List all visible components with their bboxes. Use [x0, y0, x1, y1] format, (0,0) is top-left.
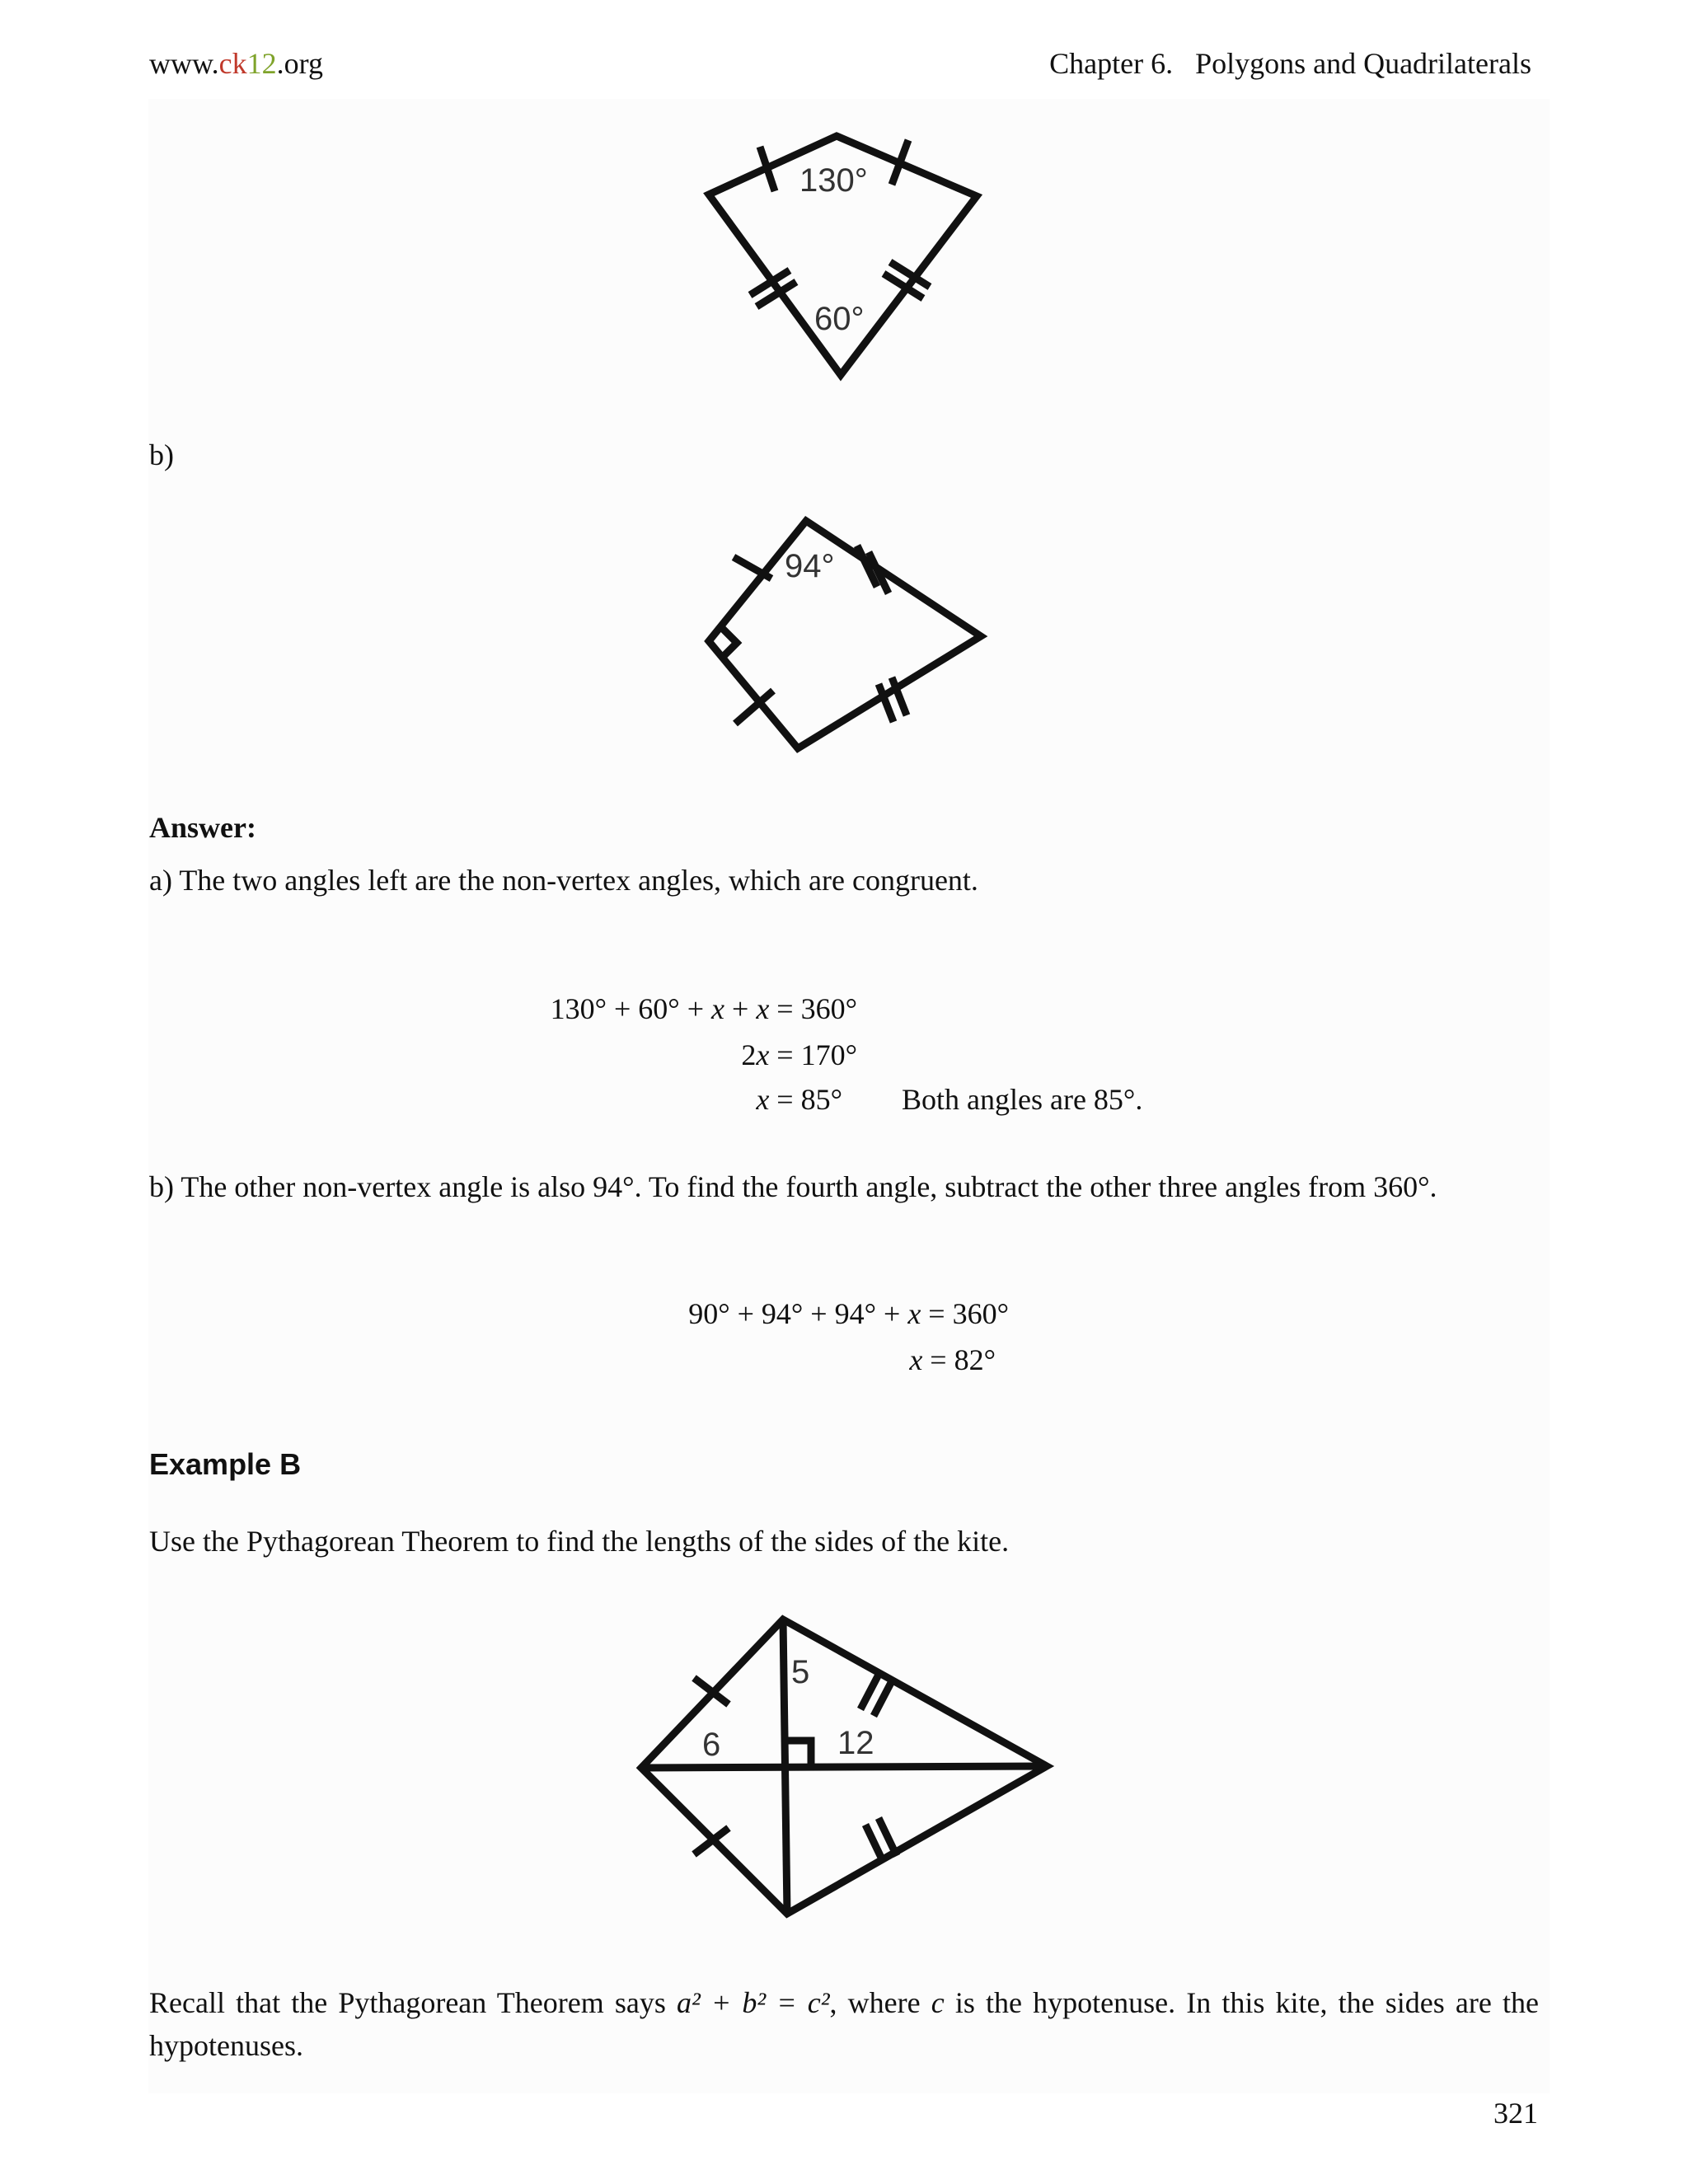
answer-b-text: b) The other non-vertex angle is also 94°. To find the fourth angle, subtract the other three angles from 360°. — [149, 1170, 1437, 1203]
example-b-heading: Example B — [149, 1447, 302, 1481]
site-url[interactable]: www.ck12.org — [149, 47, 323, 80]
kite-figure-a — [692, 124, 1006, 387]
equation-a-note: Both angles are 85°. — [902, 1083, 1143, 1116]
angle-label-94: 94° — [785, 548, 835, 584]
equation-a-line-3: x = 85° — [756, 1083, 842, 1116]
kite-figure-c — [626, 1607, 1071, 1929]
angle-label-60: 60° — [814, 301, 865, 337]
example-b-prompt: Use the Pythagorean Theorem to find the lengths of the sides of the kite. — [149, 1525, 1010, 1558]
segment-label-5: 5 — [791, 1654, 810, 1690]
angle-label-130: 130° — [799, 162, 868, 199]
segment-label-6: 6 — [702, 1727, 721, 1763]
answer-heading: Answer: — [149, 811, 256, 844]
part-b-label: b) — [149, 438, 174, 471]
recall-paragraph: Recall that the Pythagorean Theorem says a² + b² = c², where c is the hypotenuse. In this kite, the sides are the hypotenuses. — [149, 1986, 1539, 2062]
answer-a-text: a) The two angles left are the non-vertex angles, which are congruent. — [149, 864, 978, 897]
equation-a-line-1: 130° + 60° + x + x = 360° — [550, 992, 857, 1025]
equation-b-line-2: x = 82° — [909, 1343, 996, 1376]
chapter-title: Chapter 6. Polygons and Quadrilaterals — [1049, 47, 1531, 80]
page-number: 321 — [1493, 2097, 1538, 2130]
kite-figure-b — [692, 511, 1006, 758]
equation-a-line-2: 2x = 170° — [741, 1038, 857, 1071]
equation-b-line-1: 90° + 94° + 94° + x = 360° — [688, 1297, 1009, 1330]
segment-label-12: 12 — [837, 1725, 874, 1761]
